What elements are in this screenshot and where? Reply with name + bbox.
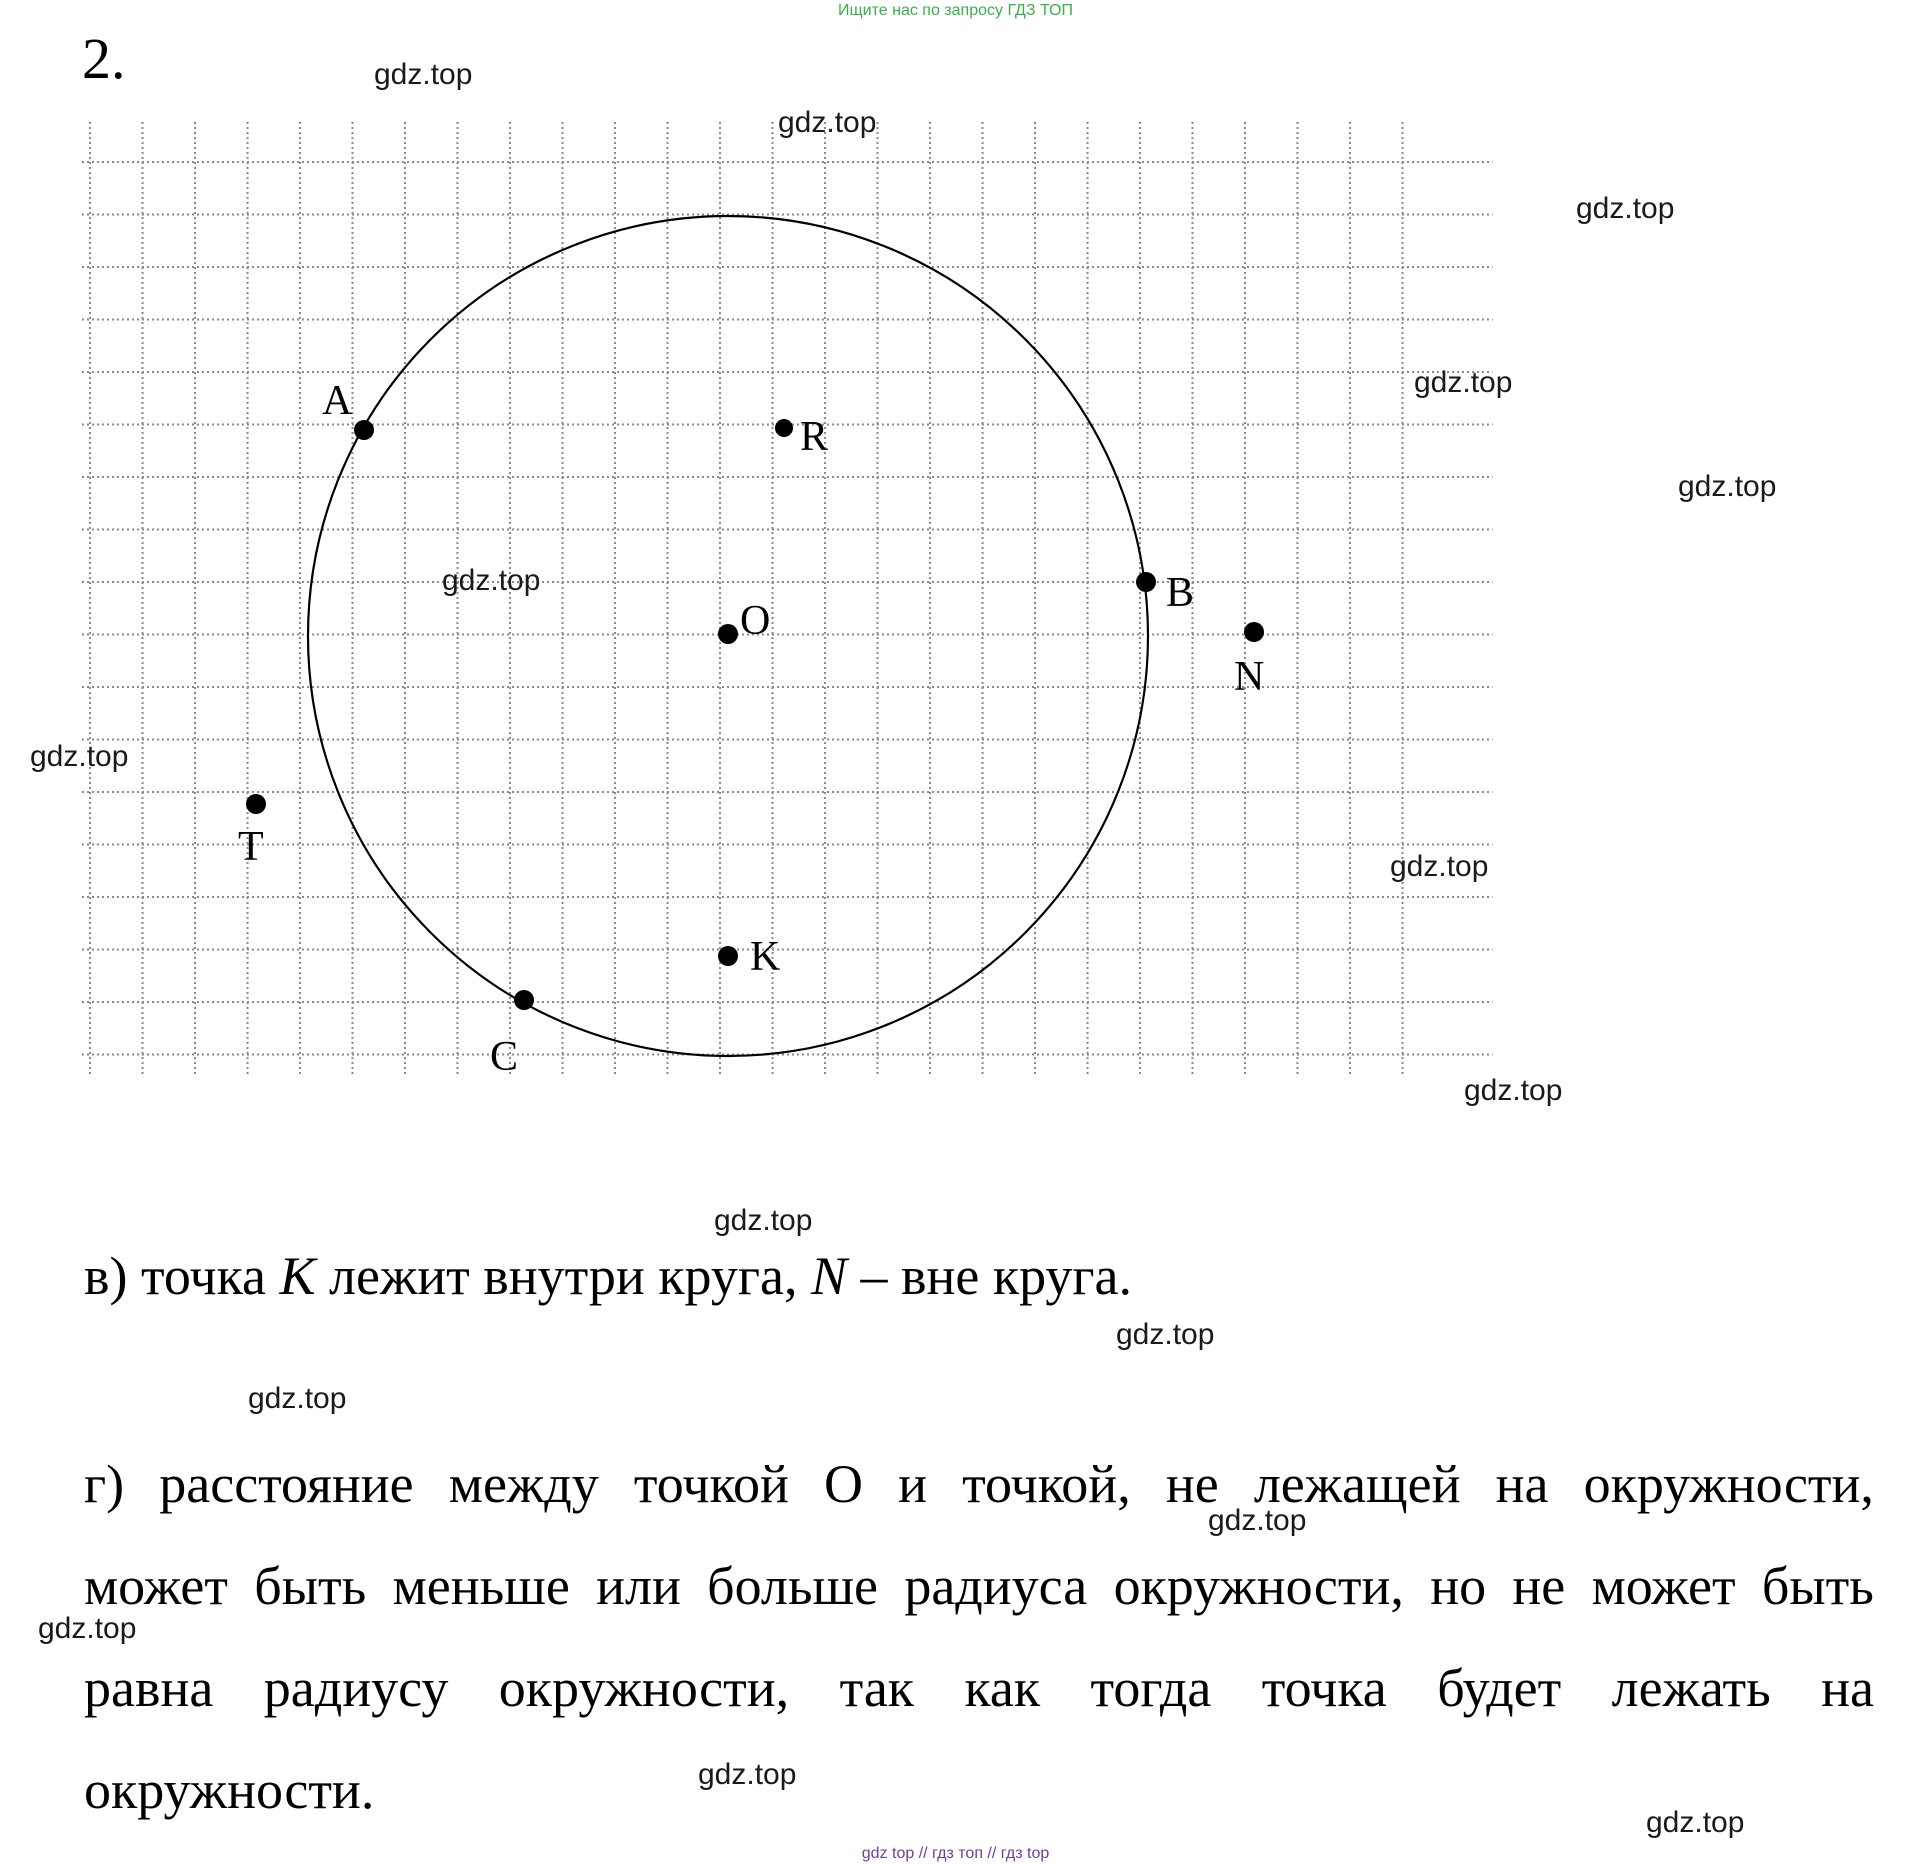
watermark: gdz.top [1576, 192, 1675, 225]
point-c-dot [514, 990, 534, 1010]
watermark: gdz.top [1390, 850, 1489, 883]
answer-g-word: точкой, [962, 1454, 1131, 1514]
point-c-label: C [490, 1034, 519, 1080]
watermark: gdz.top [1116, 1318, 1215, 1351]
answer-g-word: равна [84, 1658, 214, 1718]
answer-g-word: между [448, 1454, 599, 1514]
watermark: gdz.top [38, 1612, 137, 1645]
answer-g-word: как [964, 1658, 1041, 1718]
answer-g-line-3 [84, 1656, 1874, 1720]
answer-g-word: радиуса [904, 1556, 1088, 1616]
point-k-label: K [750, 934, 781, 980]
answer-g-word: или [596, 1556, 681, 1616]
answer-g-word: на [1821, 1658, 1874, 1718]
answer-g-line-4: окружности. [84, 1760, 375, 1820]
answer-g-word: не [1165, 1454, 1219, 1514]
answer-v-prefix: в) точка [84, 1246, 280, 1306]
answer-v-point-k: K [279, 1246, 316, 1306]
watermark: gdz.top [778, 106, 877, 139]
answer-g-line-2 [84, 1554, 1874, 1618]
answer-g-word: лежать [1611, 1658, 1771, 1718]
answer-g-word: окружности, [498, 1658, 790, 1718]
footer-links: gdz top // гдз топ // гдз top [861, 1845, 1050, 1862]
point-a-label: A [322, 378, 353, 424]
answer-g-word: будет [1437, 1658, 1562, 1718]
watermark: gdz.top [1208, 1504, 1307, 1537]
answer-v-suffix: – вне круга. [847, 1246, 1133, 1306]
answer-g-word: окружности, [1583, 1454, 1874, 1514]
answer-g-word: и [898, 1454, 928, 1514]
answer-v-point-n: N [810, 1246, 847, 1306]
answer-g-word: точка [1261, 1658, 1387, 1718]
answer-g-word: на [1495, 1454, 1549, 1514]
answer-g-word: больше [707, 1556, 879, 1616]
answer-g-word: так [839, 1658, 915, 1718]
problem-number: 2. [82, 26, 126, 91]
watermark: gdz.top [1678, 470, 1777, 503]
answer-g-word: О [824, 1454, 863, 1514]
point-n-label: N [1234, 654, 1265, 700]
point-r-dot [775, 419, 793, 437]
answer-g-word: может [84, 1556, 228, 1616]
point-t-dot [246, 794, 266, 814]
watermark: gdz.top [374, 58, 473, 91]
grid-lines [82, 122, 1493, 1077]
watermark: gdz.top [1414, 366, 1513, 399]
answer-g-line-1 [84, 1452, 1874, 1516]
watermark: gdz.top [698, 1758, 797, 1791]
watermark: gdz.top [248, 1382, 347, 1415]
answer-g-word: быть [1761, 1556, 1874, 1616]
point-a-dot [354, 420, 374, 440]
point-o-dot [718, 624, 738, 644]
answer-g-word: быть [254, 1556, 367, 1616]
answer-g-word: точкой [633, 1454, 789, 1514]
answer-v [84, 1244, 1132, 1308]
point-b-label: B [1166, 570, 1195, 616]
answer-g-word: расстояние [159, 1454, 414, 1514]
answer-v-middle: лежит внутри круга, [315, 1246, 811, 1306]
answer-g-word: меньше [392, 1556, 570, 1616]
answer-g-word: не [1512, 1556, 1566, 1616]
top-banner: Ищите нас по запросу ГДЗ ТОП [838, 2, 1073, 19]
answer-g-word: лежащей [1253, 1454, 1461, 1514]
watermark: gdz.top [30, 740, 129, 773]
point-t-label: T [238, 824, 264, 870]
watermark: gdz.top [442, 564, 541, 597]
point-o-label: O [740, 598, 771, 644]
watermark: gdz.top [1464, 1074, 1563, 1107]
point-b-dot [1136, 572, 1156, 592]
answer-g-word: тогда [1090, 1658, 1212, 1718]
point-n-dot [1244, 622, 1264, 642]
answer-g-word: окружности, [1113, 1556, 1404, 1616]
answer-g-word: может [1591, 1556, 1736, 1616]
answer-g-word: радиусу [263, 1658, 449, 1718]
watermark: gdz.top [1646, 1806, 1745, 1839]
watermark: gdz.top [714, 1204, 813, 1237]
point-k-dot [718, 946, 738, 966]
answer-g-word: но [1430, 1556, 1487, 1616]
point-r-label: R [800, 414, 829, 460]
answer-g-word: г) [84, 1454, 125, 1514]
